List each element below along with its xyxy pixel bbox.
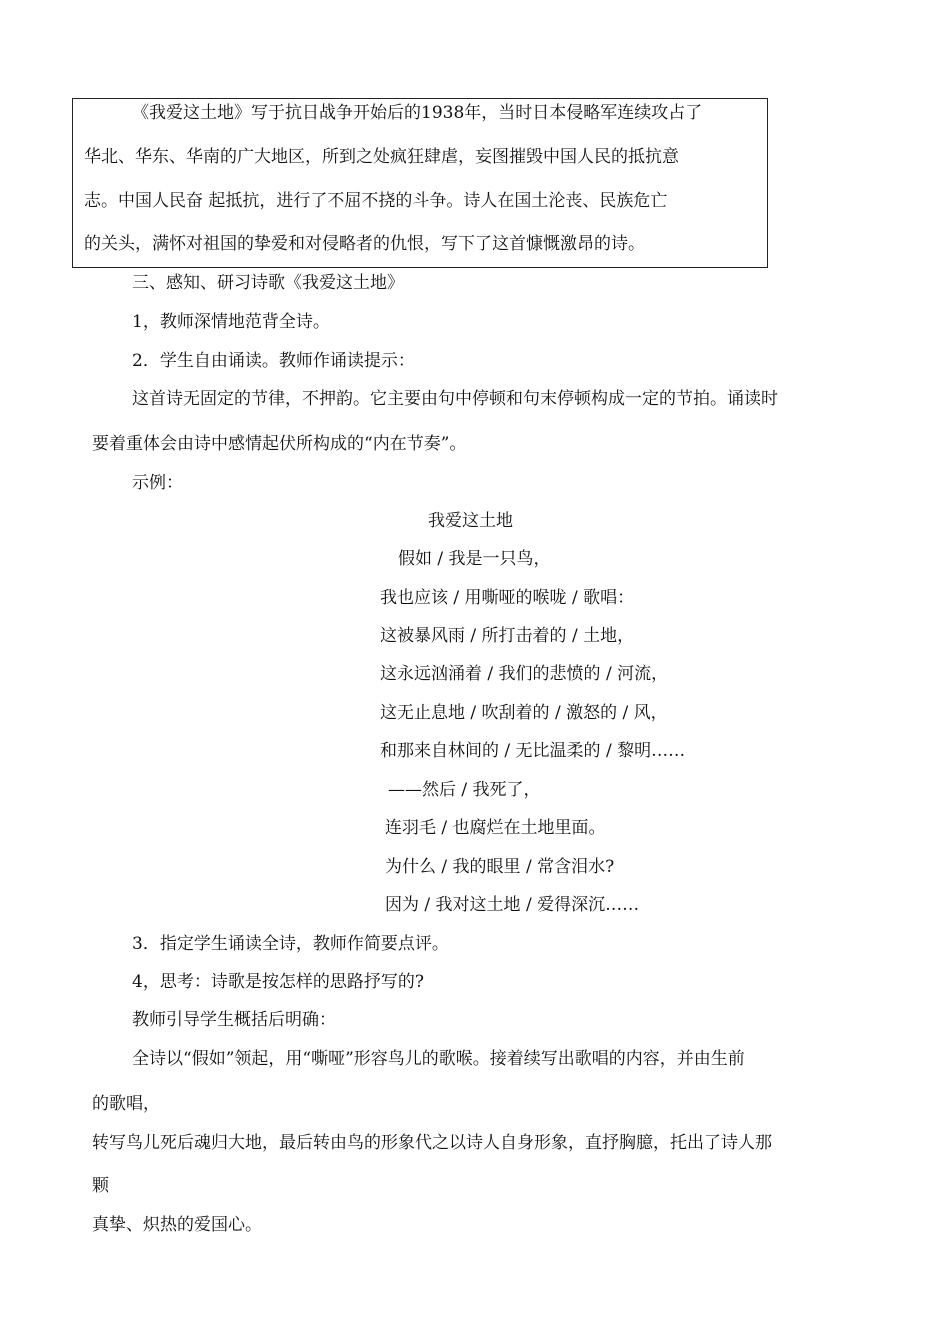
poem-line: 这永远汹涌着 / 我们的悲愤的 / 河流， — [380, 664, 669, 684]
poem-line: 我也应该 / 用嘶哑的喉咙 / 歌唱： — [380, 588, 635, 608]
poem-line: 这无止息地 / 吹刮着的 / 激怒的 / 风， — [380, 703, 668, 723]
section-heading: 三、感知、研习诗歌《我爱这土地》 — [132, 273, 404, 293]
step-2: 2．学生自由诵读。教师作诵读提示： — [132, 351, 415, 371]
box-line-1: 《我爱这土地》写于抗日战争开始后的1938年，当时日本侵略军连续攻占了 — [132, 103, 703, 123]
poem-title: 我爱这土地 — [428, 511, 513, 531]
poem-line: 这被暴风雨 / 所打击着的 / 土地， — [380, 626, 635, 646]
poem-line: 和那来自林间的 / 无比温柔的 / 黎明…… — [380, 741, 686, 761]
poem-line: ——然后 / 我死了， — [388, 780, 541, 800]
poem-line: 连羽毛 / 也腐烂在土地里面。 — [385, 818, 606, 838]
step-1: 1，教师深情地范背全诗。 — [132, 312, 330, 332]
poem-line: 因为 / 我对这土地 / 爱得深沉…… — [385, 895, 640, 915]
box-line-4: 的关头，满怀对祖国的挚爱和对侵略者的仇恨，写下了这首慷慨激昂的诗。 — [84, 234, 645, 254]
tip-line-1: 这首诗无固定的节律，不押韵。它主要由句中停顿和句末停顿构成一定的节拍。诵读时 — [132, 389, 778, 409]
tip-line-2: 要着重体会由诗中感情起伏所构成的“内在节奏”。 — [92, 434, 467, 454]
summary-line-2: 的歌唱， — [92, 1094, 160, 1114]
summary-line-4: 颗 — [92, 1176, 109, 1196]
example-label: 示例： — [132, 473, 183, 493]
step-4: 4，思考：诗歌是按怎样的思路抒写的? — [132, 972, 424, 992]
box-line-3: 志。中国人民奋 起抵抗，进行了不屈不挠的斗争。诗人在国土沦丧、民族危亡 — [84, 191, 668, 211]
poem-line: 假如 / 我是一只鸟， — [398, 549, 551, 569]
summary-line-5: 真挚、炽热的爱国心。 — [92, 1215, 262, 1235]
box-line-2: 华北、华东、华南的广大地区，所到之处疯狂肆虐，妄图摧毁中国人民的抵抗意 — [84, 147, 679, 167]
poem-line: 为什么 / 我的眼里 / 常含泪水? — [385, 857, 615, 877]
step-3: 3．指定学生诵读全诗，教师作简要点评。 — [132, 934, 449, 954]
summary-line-1: 全诗以“假如”领起，用“嘶哑”形容鸟儿的歌喉。接着续写出歌唱的内容，并由生前 — [132, 1049, 745, 1069]
guide-line: 教师引导学生概括后明确： — [132, 1010, 336, 1030]
summary-line-3: 转写鸟儿死后魂归大地，最后转由鸟的形象代之以诗人自身形象，直抒胸臆，托出了诗人那 — [92, 1133, 772, 1153]
